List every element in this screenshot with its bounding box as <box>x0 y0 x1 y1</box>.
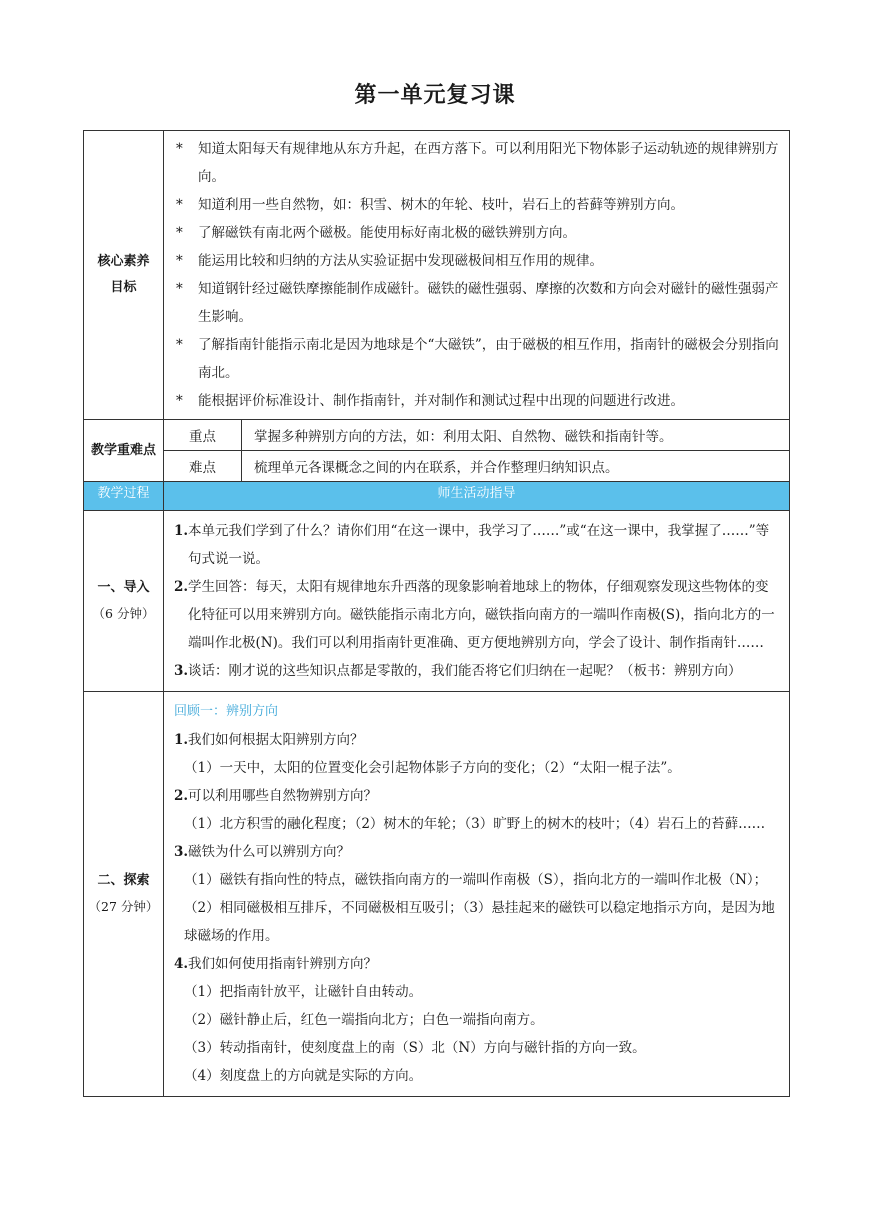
goals-label-cell <box>84 131 164 420</box>
answer: （4）刻度盘上的方向就是实际的方向。 <box>184 1068 423 1084</box>
explore-label: 二、探索 <box>97 873 150 888</box>
explore-content <box>164 692 790 1097</box>
lesson-plan-table <box>83 130 790 1097</box>
intro-item <box>174 517 781 573</box>
intro-item <box>174 573 781 657</box>
goal-item <box>174 219 779 247</box>
intro-label: 一、导入 <box>97 580 150 595</box>
answer: （2）磁针静止后，红色一端指向北方；白色一端指向南方。 <box>184 1012 544 1028</box>
star-marker: * <box>176 141 183 157</box>
goals-label-line2: 目标 <box>110 280 137 295</box>
star-marker: * <box>176 253 183 269</box>
answer: （1）北方积雪的融化程度；（2）树木的年轮；（3）旷野上的树木的枝叶；（4）岩石上的苔藓…… <box>184 816 766 832</box>
focus-text: 掌握多种辨别方向的方法，如：利用太阳、自然物、磁铁和指南针等。 <box>242 420 790 451</box>
item-number: 2. <box>174 579 189 595</box>
goal-item <box>174 387 779 415</box>
goals-row <box>84 131 790 420</box>
star-marker: * <box>176 225 183 241</box>
goal-text: 能根据评价标准设计、制作指南针，并对制作和测试过程中出现的问题进行改进。 <box>198 393 684 409</box>
star-marker: * <box>176 197 183 213</box>
answer: （1）磁铁有指向性的特点，磁铁指向南方的一端叫作南极（S），指向北方的一端叫作北极（N）；（2）相同磁极相互排斥，不同磁极相互吸引；（3）悬挂起来的磁铁可以稳定地指示方向，是因为地球磁场的作用。 <box>184 872 775 944</box>
question <box>174 838 781 866</box>
page-title: 第一单元复习课 <box>354 82 516 108</box>
star-marker: * <box>176 393 183 409</box>
question-text: 磁铁为什么可以辨别方向？ <box>188 844 350 860</box>
intro-row <box>84 511 790 692</box>
intro-time: （6 分钟） <box>92 606 155 621</box>
question-number: 2. <box>174 788 189 804</box>
focus-label: 重点 <box>164 420 242 451</box>
question <box>174 726 781 754</box>
explore-label-cell <box>84 692 164 1097</box>
key-points-row-focus <box>84 420 790 451</box>
explore-time: （27 分钟） <box>88 899 159 914</box>
question-number: 1. <box>174 732 189 748</box>
question-text: 可以利用哪些自然物辨别方向？ <box>188 788 377 804</box>
header-guidance: 师生活动指导 <box>164 482 790 511</box>
question-number: 4. <box>174 956 189 972</box>
header-process: 教学过程 <box>84 482 164 511</box>
goal-text: 知道利用一些自然物，如：积雪、树木的年轮、枝叶，岩石上的苔藓等辨别方向。 <box>198 197 684 213</box>
difficulty-text: 梳理单元各课概念之间的内在联系，并合作整理归纳知识点。 <box>242 451 790 482</box>
intro-content <box>164 511 790 692</box>
question-text: 我们如何使用指南针辨别方向？ <box>188 956 377 972</box>
goal-text: 知道钢针经过磁铁摩擦能制作成磁针。磁铁的磁性强弱、摩擦的次数和方向会对磁针的磁性强弱产生影响。 <box>198 281 779 325</box>
goal-item <box>174 275 779 331</box>
goal-item <box>174 135 779 191</box>
answer: （3）转动指南针，使刻度盘上的南（S）北（N）方向与磁针指的方向一致。 <box>184 1040 646 1056</box>
star-marker: * <box>176 281 183 297</box>
goal-text: 能运用比较和归纳的方法从实验证据中发现磁极间相互作用的规律。 <box>198 253 603 269</box>
item-number: 1. <box>174 523 189 539</box>
goal-text: 知道太阳每天有规律地从东方升起，在西方落下。可以利用阳光下物体影子运动轨迹的规律辨别方向。 <box>198 141 779 185</box>
explore-row <box>84 692 790 1097</box>
item-text: 谈话：刚才说的这些知识点都是零散的，我们能否将它们归纳在一起呢？（板书：辨别方向） <box>188 663 742 679</box>
goal-item <box>174 247 779 275</box>
star-marker: * <box>176 337 183 353</box>
question-number: 3. <box>174 844 189 860</box>
goals-list <box>164 131 790 420</box>
item-number: 3. <box>174 663 189 679</box>
key-points-row-difficulty <box>84 451 790 482</box>
process-header-row <box>84 482 790 511</box>
answer: （1）一天中，太阳的位置变化会引起物体影子方向的变化；（2）“太阳一棍子法”。 <box>184 760 681 776</box>
section-title: 回顾一：辨别方向 <box>174 704 279 719</box>
answer: （1）把指南针放平，让磁针自由转动。 <box>184 984 423 1000</box>
difficulty-label: 难点 <box>164 451 242 482</box>
intro-label-cell <box>84 511 164 692</box>
question-text: 我们如何根据太阳辨别方向？ <box>188 732 364 748</box>
item-text: 学生回答：每天，太阳有规律地东升西落的现象影响着地球上的物体，仔细观察发现这些物体的变化特征可以用来辨别方向。磁铁能指示南北方向，磁铁指向南方的一端叫作南极(S)，指向北方的一端叫作北极(N)。我们可以利用指南针更准确、更方便地辨别方向，学会了设计、制作指南针…… <box>188 579 775 651</box>
goals-label-line1: 核心素养 <box>97 254 150 269</box>
key-points-label: 教学重难点 <box>84 420 164 482</box>
goal-item <box>174 191 779 219</box>
question <box>174 950 781 978</box>
goal-text: 了解磁铁有南北两个磁极。能使用标好南北极的磁铁辨别方向。 <box>198 225 576 241</box>
intro-item <box>174 657 781 685</box>
item-text: 本单元我们学到了什么？请你们用“在这一课中，我学习了……”或“在这一课中，我掌握了……”等句式说一说。 <box>188 523 770 567</box>
goal-text: 了解指南针能指示南北是因为地球是个“大磁铁”，由于磁极的相互作用，指南针的磁极会分别指向南北。 <box>198 337 779 381</box>
goal-item <box>174 331 779 387</box>
question <box>174 782 781 810</box>
